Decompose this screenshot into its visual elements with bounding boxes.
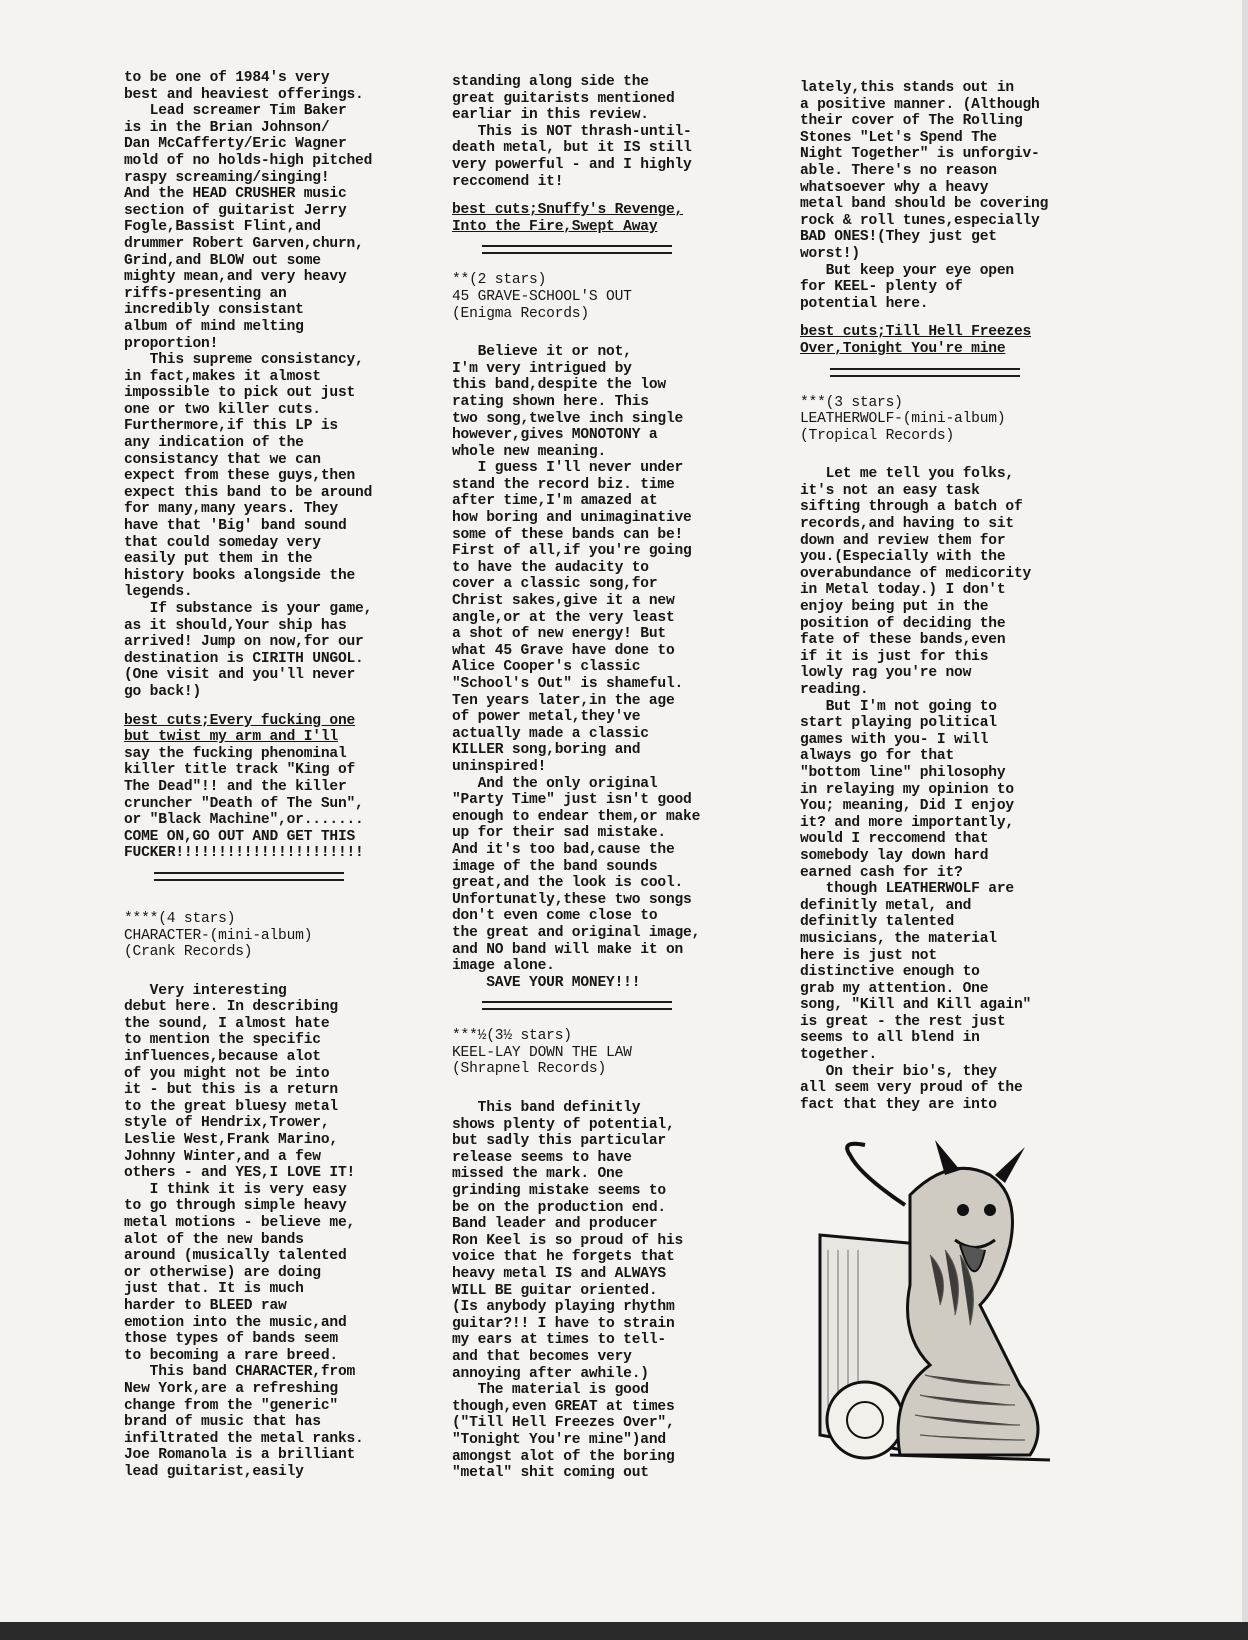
text-line: together. — [800, 1047, 878, 1064]
text-line: metal band should be covering — [800, 196, 1049, 213]
text-line: mold of no holds-high pitched — [124, 152, 373, 169]
best-cuts-cirith-ungol — [124, 713, 424, 862]
text-line: drummer Robert Garven,churn, — [124, 235, 364, 252]
text-line: whatsoever why a heavy — [800, 179, 989, 196]
text-line: a positive manner. (Although — [800, 96, 1040, 113]
text-line: stand the record biz. time — [452, 476, 675, 493]
text-line: easily put them in the — [124, 551, 313, 568]
column-2 — [452, 74, 752, 1482]
text-line: and NO band will make it on — [452, 941, 684, 958]
text-line: amongst alot of the boring — [452, 1448, 675, 1465]
text-line: But I'm not going to — [800, 698, 997, 715]
text-line: you.(Especially with the — [800, 549, 1006, 566]
review-heading-line: (Crank Records) — [124, 944, 253, 961]
text-line: shows plenty of potential, — [452, 1116, 675, 1133]
text-line: guitar?!! I have to strain — [452, 1315, 675, 1332]
text-line: album of mind melting — [124, 318, 304, 335]
text-line: overabundance of medicority — [800, 565, 1032, 582]
best-cuts-line: best cuts;Snuffy's Revenge, — [452, 202, 684, 219]
text-line: SAVE YOUR MONEY!!! — [452, 974, 641, 991]
text-line: great guitarists mentioned — [452, 90, 675, 107]
text-line: "Party Time" just isn't good — [452, 792, 692, 809]
review-heading-line: ***½(3½ stars) — [452, 1028, 572, 1045]
text-line: If substance is your game, — [124, 601, 373, 617]
text-line: Johnny Winter,and a few — [124, 1148, 321, 1165]
divider — [830, 368, 1020, 377]
text-line: two song,twelve inch single — [452, 410, 684, 427]
text-line: But keep your eye open — [800, 262, 1014, 279]
review-heading-line: **(2 stars) — [452, 272, 547, 289]
text-line: You; meaning, Did I enjoy — [800, 798, 1014, 815]
cirith-ungol-review-text — [124, 70, 424, 701]
text-line: this band,despite the low — [452, 377, 666, 394]
best-cuts-line: cruncher "Death of The Sun", — [124, 795, 364, 812]
text-line: ("Till Hell Freezes Over", — [452, 1415, 675, 1432]
text-line: actually made a classic — [452, 725, 649, 742]
text-line: earliar in this review. — [452, 107, 649, 124]
text-line: consistancy that we can — [124, 451, 321, 468]
review-heading-keel — [452, 1028, 752, 1078]
text-line: mighty mean,and very heavy — [124, 269, 347, 286]
text-line: harder to BLEED raw — [124, 1297, 287, 1314]
text-line: lowly rag you're now — [800, 665, 972, 682]
text-line: one or two killer cuts. — [124, 401, 321, 418]
text-line: the sound, I almost hate — [124, 1015, 330, 1032]
text-line: rock & roll tunes,especially — [800, 212, 1040, 229]
text-line: sifting through a batch of — [800, 499, 1023, 516]
text-line: but sadly this particular — [452, 1133, 666, 1150]
text-line: others - and YES,I LOVE IT! — [124, 1165, 356, 1182]
text-line: This is NOT thrash-until- — [452, 123, 692, 140]
keel-review-text — [452, 1100, 752, 1482]
text-line: to the great bluesy metal — [124, 1098, 338, 1115]
text-line: expect this band to be around — [124, 484, 373, 501]
text-line: what 45 Grave have done to — [452, 642, 675, 659]
text-line: seems to all blend in — [800, 1030, 980, 1047]
text-line: Christ sakes,give it a new — [452, 593, 675, 610]
best-cuts-line: best cuts;Till Hell Freezes — [800, 324, 1032, 341]
text-line: voice that he forgets that — [452, 1249, 675, 1266]
text-line: it - but this is a return — [124, 1082, 338, 1099]
character-review-text — [124, 983, 424, 1481]
text-line: distinctive enough to — [800, 964, 980, 981]
text-line: raspy screaming/singing! — [124, 169, 330, 186]
text-line: fact that they are into — [800, 1096, 997, 1113]
text-line: their cover of The Rolling — [800, 113, 1023, 130]
text-line: influences,because alot — [124, 1049, 321, 1066]
page-edge — [1242, 0, 1248, 1640]
review-heading-line: (Shrapnel Records) — [452, 1061, 607, 1078]
text-line: how boring and unimaginative — [452, 510, 692, 527]
text-line: First of all,if you're going — [452, 543, 692, 560]
text-line: Very interesting — [124, 982, 287, 999]
text-line: the great and original image, — [452, 924, 701, 941]
text-line: legends. — [124, 584, 193, 601]
text-line: image of the band sounds — [452, 858, 658, 875]
best-cuts-line: say the fucking phenominal — [124, 745, 347, 762]
text-line: "School's Out" is shameful. — [452, 676, 684, 692]
text-line: debut here. In describing — [124, 999, 338, 1016]
text-line: reccomend it! — [452, 173, 564, 190]
review-heading-line: CHARACTER-(mini-album) — [124, 927, 313, 944]
text-line: though,even GREAT at times — [452, 1398, 675, 1415]
text-line: of power metal,they've — [452, 709, 641, 726]
text-line: enjoy being put in the — [800, 599, 989, 616]
text-line: reading. — [800, 682, 869, 698]
text-line: just that. It is much — [124, 1281, 304, 1298]
text-line: proportion! — [124, 335, 219, 352]
review-heading-character — [124, 911, 424, 961]
review-heading-leatherwolf — [800, 395, 1110, 445]
text-line: style of Hendrix,Trower, — [124, 1115, 330, 1132]
text-line: it's not an easy task — [800, 482, 980, 499]
divider — [154, 872, 344, 881]
text-line: section of guitarist Jerry — [124, 202, 347, 219]
text-line: is great - the rest just — [800, 1013, 1006, 1030]
text-line: impossible to pick out just — [124, 385, 356, 402]
text-line: earned cash for it? — [800, 864, 963, 881]
text-line: This band definitly — [452, 1100, 641, 1117]
text-line: go back!) — [124, 683, 202, 700]
text-line: expect from these guys,then — [124, 468, 356, 485]
text-line: And the HEAD CRUSHER music — [124, 186, 347, 203]
text-line: in Metal today.) I don't — [800, 582, 1006, 599]
text-line: brand of music that has — [124, 1414, 321, 1431]
text-line: that could someday very — [124, 534, 321, 551]
text-line: heavy metal IS and ALWAYS — [452, 1266, 666, 1282]
best-cuts-line: killer title track "King of — [124, 762, 356, 779]
text-line: some of these bands can be! — [452, 526, 684, 543]
text-line: as it should,Your ship has — [124, 617, 347, 634]
text-line: Ten years later,in the age — [452, 692, 675, 709]
text-line: always go for that — [800, 748, 955, 765]
text-line: if it is just for this — [800, 648, 989, 665]
text-line: Furthermore,if this LP is — [124, 418, 338, 435]
text-line: down and review them for — [800, 532, 1006, 549]
text-line: lead guitarist,easily — [124, 1463, 304, 1480]
text-line: Joe Romanola is a brilliant — [124, 1447, 356, 1464]
text-line: however,gives MONOTONY a — [452, 427, 658, 444]
text-line: to mention the specific — [124, 1032, 321, 1049]
keel-review-continued — [800, 80, 1110, 312]
text-line: position of deciding the — [800, 615, 1006, 632]
text-line: worst!) — [800, 245, 860, 262]
text-line: I'm very intrigued by — [452, 360, 632, 377]
text-line: "Tonight You're mine")and — [452, 1431, 666, 1448]
text-line: don't even come close to — [452, 908, 658, 925]
text-line: death metal, but it IS still — [452, 140, 692, 157]
character-review-continued — [452, 74, 752, 190]
text-line: for KEEL- plenty of — [800, 279, 963, 296]
text-line: "metal" shit coming out — [452, 1465, 649, 1482]
best-cuts-line: The Dead"!! and the killer — [124, 778, 347, 795]
text-line: somebody lay down hard — [800, 847, 989, 864]
text-line: able. There's no reason — [800, 162, 997, 179]
text-line: uninspired! — [452, 758, 547, 775]
text-line: potential here. — [800, 295, 929, 312]
text-line: And it's too bad,cause the — [452, 841, 675, 858]
text-line: I guess I'll never under — [452, 460, 684, 477]
divider — [482, 245, 672, 254]
review-heading-line: KEEL-LAY DOWN THE LAW — [452, 1044, 632, 1061]
best-cuts-line: but twist my arm and I'll — [124, 729, 338, 746]
text-line: This supreme consistancy, — [124, 352, 364, 369]
text-line: New York,are a refreshing — [124, 1380, 338, 1397]
text-line: lately,this stands out in — [800, 80, 1014, 96]
text-line: definitly metal, and — [800, 897, 972, 914]
text-line: be on the production end. — [452, 1199, 666, 1216]
text-line: song, "Kill and Kill again" — [800, 997, 1032, 1014]
text-line: grab my attention. One — [800, 980, 989, 997]
review-heading-line: LEATHERWOLF-(mini-album) — [800, 411, 1006, 428]
text-line: in fact,makes it almost — [124, 368, 321, 385]
text-line: I think it is very easy — [124, 1181, 347, 1198]
text-line: any indication of the — [124, 435, 304, 452]
text-line: very powerful - and I highly — [452, 156, 692, 173]
text-line: or otherwise) are doing — [124, 1264, 321, 1281]
text-line: incredibly consistant — [124, 302, 304, 319]
text-line: On their bio's, they — [800, 1063, 997, 1080]
text-line: arrived! Jump on now,for our — [124, 634, 364, 651]
text-line: alot of the new bands — [124, 1231, 304, 1248]
text-line: infiltrated the metal ranks. — [124, 1430, 364, 1447]
review-heading-line: 45 GRAVE-SCHOOL'S OUT — [452, 288, 632, 305]
text-line: it? and more importantly, — [800, 814, 1014, 831]
text-line: history books alongside the — [124, 567, 356, 584]
leatherwolf-review-text — [800, 466, 1110, 1113]
text-line: Believe it or not, — [452, 344, 632, 361]
text-line: angle,or at the very least — [452, 609, 675, 626]
text-line: though LEATHERWOLF are — [800, 881, 1014, 898]
text-line: Let me tell you folks, — [800, 466, 1014, 483]
text-line: and that becomes very — [452, 1348, 632, 1365]
text-line: a shot of new energy! But — [452, 626, 666, 643]
text-line: is in the Brian Johnson/ — [124, 119, 330, 136]
text-line: riffs-presenting an — [124, 285, 287, 302]
devil-illustration — [780, 1135, 1080, 1470]
text-line: all seem very proud of the — [800, 1080, 1023, 1097]
text-line: would I reccomend that — [800, 831, 989, 848]
text-line: BAD ONES!(They just get — [800, 229, 997, 246]
text-line: after time,I'm amazed at — [452, 493, 658, 510]
text-line: of you might not be into — [124, 1065, 330, 1082]
text-line: my ears at times to tell- — [452, 1332, 666, 1349]
text-line: musicians, the material — [800, 930, 997, 947]
text-line: (One visit and you'll never — [124, 667, 356, 684]
text-line: fate of these bands,even — [800, 632, 1006, 649]
text-line: Fogle,Bassist Flint,and — [124, 219, 321, 236]
text-line: to go through simple heavy — [124, 1198, 347, 1215]
text-line: Lead screamer Tim Baker — [124, 103, 347, 120]
text-line: (Is anybody playing rhythm — [452, 1299, 675, 1316]
text-line: This band CHARACTER,from — [124, 1364, 356, 1381]
text-line: Unfortunatly,these two songs — [452, 891, 692, 908]
text-line: up for their sad mistake. — [452, 825, 666, 842]
column-1 — [124, 70, 424, 1481]
best-cuts-keel — [800, 324, 1110, 357]
text-line: And the only original — [452, 775, 658, 792]
text-line: Night Together" is unforgiv- — [800, 146, 1040, 163]
text-line: to have the audacity to — [452, 559, 649, 576]
best-cuts-character — [452, 202, 752, 235]
review-heading-line: ***(3 stars) — [800, 394, 903, 411]
text-line: games with you- I will — [800, 731, 989, 748]
text-line: great,and the look is cool. — [452, 875, 684, 892]
text-line: release seems to have — [452, 1149, 632, 1166]
text-line: around (musically talented — [124, 1248, 347, 1265]
text-line: to be one of 1984's very — [124, 70, 330, 86]
column-3 — [800, 80, 1110, 1113]
page-bottom-edge — [0, 1622, 1248, 1640]
review-heading-line: (Tropical Records) — [800, 427, 955, 444]
text-line: Alice Cooper's classic — [452, 659, 641, 676]
text-line: Grind,and BLOW out some — [124, 252, 321, 269]
text-line: records,and having to sit — [800, 516, 1014, 533]
text-line: image alone. — [452, 958, 555, 975]
text-line: Stones "Let's Spend The — [800, 129, 997, 146]
45-grave-review-text — [452, 344, 752, 991]
text-line: have that 'Big' band sound — [124, 518, 347, 535]
text-line: standing along side the — [452, 74, 649, 90]
text-line: cover a classic song,for — [452, 576, 658, 593]
text-line: here is just not — [800, 947, 937, 964]
divider — [482, 1001, 672, 1010]
text-line: those types of bands seem — [124, 1331, 338, 1348]
text-line: start playing political — [800, 715, 997, 732]
text-line: enough to endear them,or make — [452, 808, 701, 825]
text-line: destination is CIRITH UNGOL. — [124, 650, 364, 667]
review-heading-line: ****(4 stars) — [124, 910, 236, 927]
best-cuts-line: Into the Fire,Swept Away — [452, 218, 658, 235]
text-line: annoying after awhile.) — [452, 1365, 649, 1382]
text-line: in relaying my opinion to — [800, 781, 1014, 798]
text-line: rating shown here. This — [452, 393, 649, 410]
text-line: Band leader and producer — [452, 1216, 658, 1233]
text-line: Dan McCafferty/Eric Wagner — [124, 136, 347, 153]
best-cuts-line: or "Black Machine",or....... — [124, 812, 364, 829]
text-line: definitly talented — [800, 914, 955, 931]
text-line: for many,many years. They — [124, 501, 338, 518]
best-cuts-line: Over,Tonight You're mine — [800, 340, 1006, 357]
text-line: Leslie West,Frank Marino, — [124, 1132, 338, 1149]
review-heading-45-grave — [452, 272, 752, 322]
best-cuts-line: best cuts;Every fucking one — [124, 712, 356, 729]
text-line: The material is good — [452, 1382, 649, 1399]
text-line: to becoming a rare breed. — [124, 1347, 338, 1364]
text-line: "bottom line" philosophy — [800, 764, 1006, 781]
text-line: best and heaviest offerings. — [124, 86, 364, 103]
text-line: emotion into the music,and — [124, 1314, 347, 1331]
text-line: metal motions - believe me, — [124, 1215, 356, 1231]
text-line: missed the mark. One — [452, 1166, 624, 1183]
text-line: grinding mistake seems to — [452, 1183, 666, 1200]
best-cuts-line: FUCKER!!!!!!!!!!!!!!!!!!!!!! — [124, 845, 364, 862]
text-line: whole new meaning. — [452, 443, 607, 460]
review-heading-line: (Enigma Records) — [452, 305, 589, 322]
text-line: WILL BE guitar oriented. — [452, 1282, 658, 1299]
best-cuts-line: COME ON,GO OUT AND GET THIS — [124, 828, 356, 845]
text-line: change from the "generic" — [124, 1397, 338, 1414]
text-line: KILLER song,boring and — [452, 742, 641, 759]
text-line: Ron Keel is so proud of his — [452, 1232, 684, 1249]
